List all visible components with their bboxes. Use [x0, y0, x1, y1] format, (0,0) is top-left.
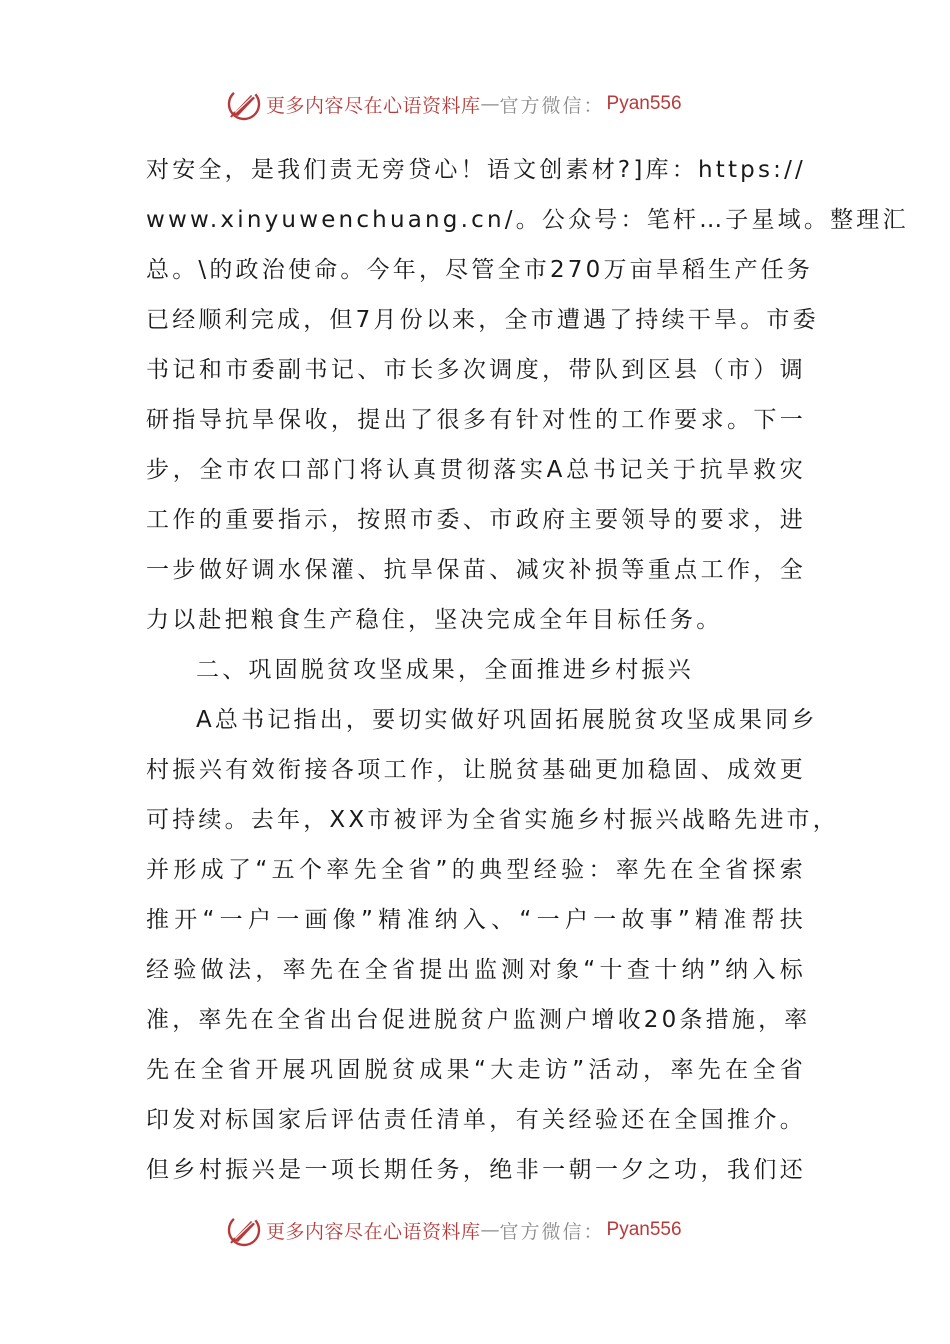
body-line: 步，全市农口部门将认真贯彻落实A总书记关于抗旱救灾 [146, 457, 806, 483]
wechat-label: 官方微信： [499, 1220, 605, 1243]
site-name: 更多内容尽在心语资料库 [266, 1220, 481, 1243]
wechat-label: 官方微信： [499, 94, 605, 117]
banner-separator: — [480, 93, 500, 115]
body-line: 先在全省开展巩固脱贫成果“大走访”活动，率先在全省 [146, 1057, 806, 1083]
body-line: 研指导抗旱保收，提出了很多有针对性的工作要求。下一 [146, 407, 806, 433]
body-line: 印发对标国家后评估责任清单，有关经验还在全国推介。 [146, 1107, 806, 1133]
body-line: www.xinyuwenchuang.cn/。公众号：笔杆…子星域。整理汇 [146, 207, 909, 233]
quill-pen-logo-icon [226, 86, 262, 122]
body-line: 对安全，是我们责无旁贷心！语文创素材?]库：https:// [146, 157, 806, 183]
quill-pen-logo-icon [226, 1212, 262, 1248]
body-line: 但乡村振兴是一项长期任务，绝非一朝一夕之功，我们还 [146, 1157, 806, 1183]
body-line: 力以赴把粮食生产稳住，坚决完成全年目标任务。 [146, 607, 723, 633]
header-banner [226, 84, 682, 124]
body-line: 村振兴有效衔接各项工作，让脱贫基础更加稳固、成效更 [146, 757, 806, 783]
banner-separator: — [480, 1219, 500, 1241]
body-line: 准，率先在全省出台促进脱贫户监测户增收20条措施，率 [146, 1007, 811, 1033]
footer-banner [226, 1210, 682, 1250]
wechat-id: Pyan556 [606, 1219, 682, 1240]
document-body [146, 145, 909, 1195]
body-line: 一步做好调水保灌、抗旱保苗、减灾补损等重点工作，全 [146, 557, 806, 583]
body-line: 工作的重要指示，按照市委、市政府主要领导的要求，进 [146, 507, 806, 533]
body-line: 可持续。去年，XX市被评为全省实施乡村振兴战略先进市， [146, 807, 839, 833]
body-line: 书记和市委副书记、市长多次调度，带队到区县（市）调 [146, 357, 806, 383]
body-line: 并形成了“五个率先全省”的典型经验：率先在全省探索 [146, 857, 806, 883]
body-line: A总书记指出，要切实做好巩固拓展脱贫攻坚成果同乡 [196, 707, 818, 733]
body-line: 经验做法，率先在全省提出监测对象“十查十纳”纳入标 [146, 957, 806, 983]
body-line: 推开“一户一画像”精准纳入、“一户一故事”精准帮扶 [146, 907, 806, 933]
site-name: 更多内容尽在心语资料库 [266, 94, 481, 117]
wechat-id: Pyan556 [606, 93, 682, 114]
body-line: 总。\的政治使命。今年，尽管全市270万亩旱稻生产任务 [146, 257, 814, 283]
body-line: 已经顺利完成，但7月份以来，全市遭遇了持续干旱。市委 [146, 307, 819, 333]
section-heading: 二、巩固脱贫攻坚成果，全面推进乡村振兴 [196, 657, 694, 683]
